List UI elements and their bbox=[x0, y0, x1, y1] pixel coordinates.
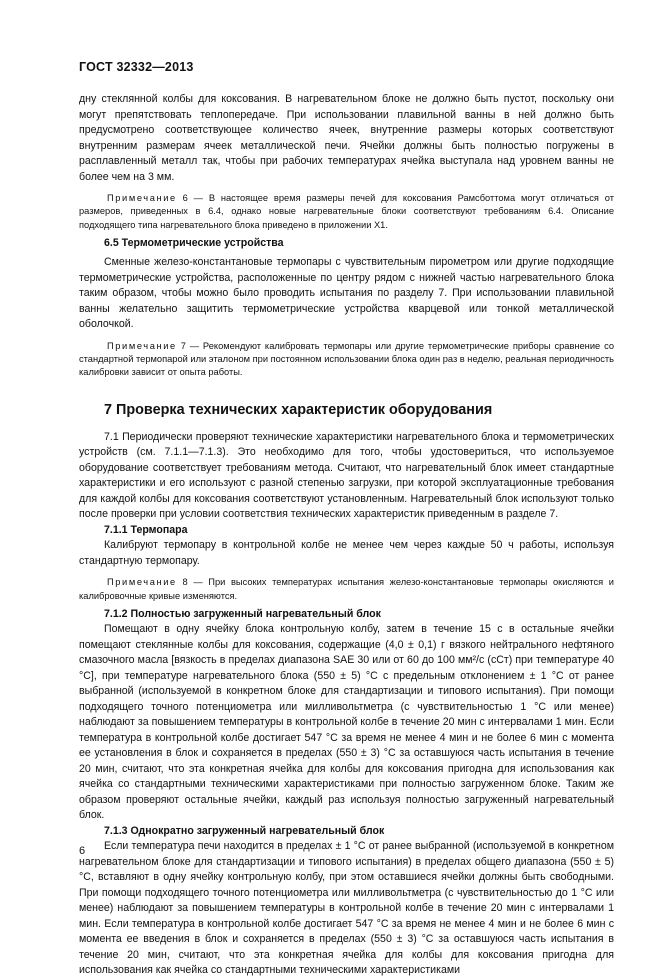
note-8 bbox=[79, 576, 614, 603]
paragraph-7-1: 7.1 Периодически проверяют технические характеристики нагревательного блока и термометрических устройств (см. 7.1.1—7.1.3). Это необходимо для того, чтобы удостовериться, что используемое оборудование соответствует требованиям метода. Считают, что нагревательный блок имеет стандартные характеристики и его используют с разной степенью загрузки, при которой эксплуатационные требования для каждой колбы для коксования соответствуют установленным. Нагревательный блок используют только после проверки при условии соответствия технических характеристик приведенным в разделе 7. bbox=[79, 430, 614, 521]
paragraph-intro: дну стеклянной колбы для коксования. В нагревательном блоке не должно быть пустот, поскольку они могут препятствовать теплопередаче. При использовании плавильной ванны в ней должно быть предусмотрено соответствующее количество ячеек, внутренние размеры которых соответствуют внутренним размерам ячеек металлической печи. Ячейки должны быть полностью погружены в расплавленный металл так, чтобы при рабочих температурах ячейка выступала над уровнем ванны не более чем на 3 мм. bbox=[79, 93, 614, 183]
paragraph-7-1-2: Помещают в одну ячейку блока контрольную колбу, затем в течение 15 с в остальные ячейки помещают стеклянные колбы для коксования, содержащие (4,0 ± 0,1) г вязкого нейтрального нефтяного смазочного масла [вязкость в пределах диапазона SAE 30 или от 60 до 100 мм²/с (сСт) при температуре 40 °C], при температуре нагревательного блока (550 ± 5) °C с предельным отклонением ± 1 °C от ранее выбранной (используемой в конкретном блоке для стандартизации и типового испытания). При помощи подходящего точного потенциометра или милливольтметра (с чувствительностью 1 °C или менее) наблюдают за повышением температуры в контрольной колбе в течение 20 мин с интервалами 1 мин. Если температура в контрольной колбе достигает 547 °C за время не менее 4 мин и не более 6 мин с момента ее установления в блок и сохраняется в пределах (550 ± 3) °C за оставшуюся часть испытания в течение 20 мин, считают, что эта конкретная ячейка для колбы для коксования пригодна для использования как ячейка со стандартными техническими характеристиками при полностью загруженном блоке. Таким же образом проверяют остальные ячейки, каждый раз используя полностью загруженный нагревательный блок. bbox=[79, 623, 614, 822]
note-6 bbox=[79, 192, 614, 232]
note-text: 7 — Рекомендуют калибровать термопары или другие термометрические приборы сравнение со стандартной термопарой или эталоном при постоянном использовании блока один раз в неделю, реальная периодичность калибровки зависит от опыта работы. bbox=[79, 340, 615, 378]
note-7 bbox=[79, 340, 614, 380]
paragraph-6-5: Сменные железо-константановые термопары с чувствительным пирометром или другие подходящие термометрические устройства, расположенные по центру рядом с нижней частью нагревательного блока таким образом, чтобы можно было проводить испытания по разделу 7. При использовании плавильной ванны желательно защитить термометрические устройства кварцевой или тонкой металлической оболочкой. bbox=[79, 256, 614, 331]
note-label: Примечание bbox=[107, 193, 177, 203]
paragraph-7-1-3: Если температура печи находится в пределах ± 1 °C от ранее выбранной (используемой в конкретном нагревательном блоке для стандартизации и типового испытания) в пределах общего диапазона (550 ± 5) °C, вставляют в одну ячейку контрольную колбу, при этом оставшиеся ячейки должны быть свободными. При помощи подходящего точного потенциометра или милливольтметра (с чувствительностью до 1 °C или менее) наблюдают за повышением температуры в контрольной колбе в течение 20 мин с интервалами 1 мин. Если температура в контрольной колбе достигает 547 °C за время не менее 4 мин и не более 6 мин с момента ее введения в блок и сохраняется в пределах (550 ± 3) °C за оставшуюся часть испытания в течение 20 мин, считают, что эта конкретная ячейка для колбы для коксования пригодна для использования как ячейка со стандартными техническими характеристиками bbox=[79, 840, 614, 977]
note-text: 6 — В настоящее время размеры печей для коксования Рамсботтома могут отличаться от размеров, приведенных в 6.4, однако новые нагревательные блоки соответствуют требованиям 6.4. Описание подходящего типа нагревательного блока приведено в приложении Х1. bbox=[79, 193, 614, 230]
heading-section-7: 7 Проверка технических характеристик оборудования bbox=[104, 401, 493, 418]
heading-6-5: 6.5 Термометрические устройства bbox=[104, 236, 284, 249]
document-body bbox=[79, 92, 614, 979]
heading-7-1-3: 7.1.3 Однократно загруженный нагревательный блок bbox=[104, 824, 385, 837]
heading-7-1-1: 7.1.1 Термопара bbox=[104, 523, 188, 536]
note-label: Примечание bbox=[107, 340, 177, 351]
paragraph-7-1-1: Калибруют термопару в контрольной колбе не менее чем через каждые 50 ч работы, используя стандартную термопару. bbox=[79, 539, 614, 567]
note-text: 8 — При высоких температурах испытания железо-константановые термопары окисляются и калибровочные кривые изменяются. bbox=[79, 577, 614, 601]
standard-header: ГОСТ 32332—2013 bbox=[79, 60, 194, 74]
heading-7-1-2: 7.1.2 Полностью загруженный нагревательный блок bbox=[104, 607, 381, 620]
page-number: 6 bbox=[79, 845, 86, 857]
note-label: Примечание bbox=[107, 577, 177, 588]
